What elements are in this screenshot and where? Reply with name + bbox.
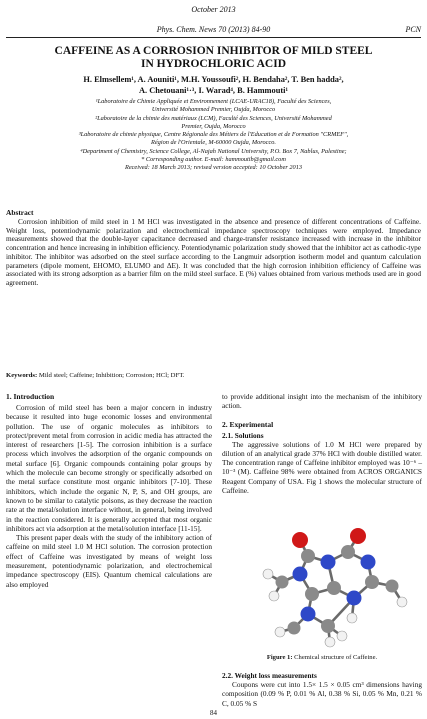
journal-citation: Phys. Chem. News 70 (2013) 84-90 <box>156 25 271 34</box>
figure-caption-text: Chemical structure of Caffeine. <box>292 654 378 661</box>
hydrogen-atom <box>275 627 285 637</box>
molecule-atoms <box>263 528 407 647</box>
nitrogen-atom <box>347 591 362 606</box>
intro-heading: 1. Introduction <box>6 392 55 401</box>
carbon-atom <box>301 549 315 563</box>
carbon-atom <box>327 581 341 595</box>
keywords-label: Keywords: <box>6 372 38 379</box>
carbon-atom <box>276 576 289 589</box>
affiliation-line: ³Laboratoire de chimie physique, Centre Régionale des Métiers de l'Education et de Formation "CRMEF", <box>78 131 349 139</box>
caffeine-molecule-figure <box>230 522 420 652</box>
hydrogen-atom <box>337 631 347 641</box>
carbon-atom <box>305 587 319 601</box>
abstract-body: Corrosion inhibition of mild steel in 1 M HCl was investigated in the absence and presence of different concentrations of Caffeine. Weight loss, potentiodynamic polarization and electrochemical impedance spectroscopy techniques were employed. Impedance measurements showed that the double-layer capacitance decreased and charge-transfer resistance increased with increase in the inhibitor concentration and hence increasing in inhibition efficiency. Potentiodynamic polarization study showed that the inhibitor act as cathodic-type inhibitor. The inhibitor was adsorbed on the steel surface according to the Langmuir adsorption isotherm model and quantum calculation parameters (dipole moment, EHOMO, ELUMO and ΔE). It was concluded that the high corrosion inhibition efficiency of Caffeine was associated with its strong adsorption as a barrier film on the mild steel surface. E (%) values obtained from various methods used are in good agreement. <box>6 217 421 287</box>
hydrogen-atom <box>325 637 335 647</box>
affiliation-line: Université Mohammed Premier, Oujda, Morocco <box>151 106 276 114</box>
left-column <box>6 392 212 589</box>
header-date: October 2013 <box>191 5 236 14</box>
abstract-section <box>6 208 421 288</box>
intro-paragraph-1: Corrosion of mild steel has been a major concern in industry because it resulted into huge economic losses and environmental pollution. The use of organic molecules as inhibitors to protect/prevent metal from corrosion in acidic media has attracted the interest of researchers [1-5]. The corrosion inhibition is a surface process which involves the adsorption of the organic compounds on metal surface [6]. Organic compounds containing polar groups by which the molecule can become strongly or specifically adsorbed on the metal surface constitute most organic inhibitors [7-10]. These inhibitors, which include the organic N, P, S, and OH groups, are known to be similar to catalytic poisons, as they decrease the reaction rate at the metal/solution interface without, in general, being involved in the reaction considered. It is generally accepted that most organic inhibitors act via adsorption at the metal/solution interface [11-15]. <box>6 403 212 533</box>
keywords-text: Mild steel; Caffeine; Inhibition; Corrosion; HCl; DFT. <box>37 372 185 379</box>
authors-line-2: A. Chetouani¹·³, I. Warad⁴, B. Hammouti¹ <box>138 85 289 95</box>
page-number: 84 <box>210 709 217 717</box>
hydrogen-atom <box>397 597 407 607</box>
hydrogen-atom <box>347 613 357 623</box>
affiliation-line: Région de l'Orientale, M-60000 Oujda, Morocco. <box>151 139 276 147</box>
paper-title <box>10 45 417 71</box>
oxygen-atom <box>292 532 308 548</box>
carbon-atom <box>365 575 379 589</box>
header-divider <box>6 37 421 38</box>
oxygen-atom <box>350 528 366 544</box>
weight-loss-paragraph: Coupons were cut into 1.5× 1.5 × 0.05 cm³ dimensions having composition (0.09 % P, 0.01 % Al, 0.38 % Si, 0.05 % Mn, 0.21 % C, 0.05 % S <box>222 680 422 708</box>
carbon-atom <box>321 619 335 633</box>
title-line-1: CAFFEINE AS A CORROSION INHIBITOR OF MILD STEEL <box>54 45 373 57</box>
intro-paragraph-2: This present paper deals with the study of the inhibitory action of caffeine on mild steel 1.0 M HCl solution. The corrosion protection effect of Caffeine was investigated by means of weight loss measurement, potentiodynamic polarization, and electrochemical impedance spectroscopy (EIS). Quantum chemical calculations are also employed <box>6 533 212 589</box>
affiliations <box>8 98 419 173</box>
hydrogen-atom <box>269 591 279 601</box>
figure-caption <box>222 654 422 661</box>
affiliation-line: ²Laboratoire de la chimie des matériaux (LCM), Faculté des Sciences, Université Mohammed <box>95 114 332 122</box>
affiliation-line: ⁴Department of Chemistry, Science College, Al-Najah National University, P.O. Box 7, Nablus, Palestine; <box>80 147 347 155</box>
figure-label: Figure 1: <box>266 654 293 661</box>
nitrogen-atom <box>293 567 308 582</box>
keywords <box>6 372 421 379</box>
weight-loss-section <box>222 671 422 708</box>
experimental-heading: 2. Experimental <box>222 419 274 429</box>
hydrogen-atom <box>263 569 273 579</box>
author-list <box>10 75 417 96</box>
nitrogen-atom <box>321 555 336 570</box>
journal-code: PCN <box>405 25 421 34</box>
carbon-atom <box>288 622 301 635</box>
nitrogen-atom <box>361 555 376 570</box>
received-dates: Received: 18 March 2013; revised version accepted: 10 October 2013 <box>124 164 302 172</box>
intro-paragraph-3: to provide additional insight into the mechanism of the inhibitory action. <box>222 392 422 411</box>
abstract-heading: Abstract <box>6 208 34 217</box>
weight-loss-subheading: 2.2. Weight loss measurements <box>222 671 317 680</box>
carbon-atom <box>341 545 355 559</box>
affiliation-line: ¹Laboratoire de Chimie Appliquée et Environnement (LCAE-URAC18), Faculté des Sciences, <box>95 98 332 105</box>
title-line-2: IN HYDROCHLORIC ACID <box>140 58 287 70</box>
nitrogen-atom <box>301 607 316 622</box>
authors-line-1: H. Elmsellem¹, A. Aouniti¹, M.H. Youssoufi², H. Bendaha², T. Ben hadda², <box>83 75 344 84</box>
corresponding-author: * Corresponding author. E-mail: hammoutib@gmail.com <box>141 156 286 164</box>
carbon-atom <box>386 580 399 593</box>
affiliation-line: Premier, Oujda, Morocco <box>181 122 246 130</box>
solutions-subheading: 2.1. Solutions <box>222 430 264 440</box>
solutions-paragraph: The aggressive solutions of 1.0 M HCl were prepared by dilution of an analytical grade 37% HCl with double distilled water. The concentration range of Caffeine inhibitor employed was 10⁻⁶ – 10⁻³ (M). Caffeine 98% were obtained from ACROS ORGANICS Reagent Company of USA. Fig 1 shows the molecular structure of Caffeine. <box>222 439 422 496</box>
right-column <box>222 392 422 495</box>
